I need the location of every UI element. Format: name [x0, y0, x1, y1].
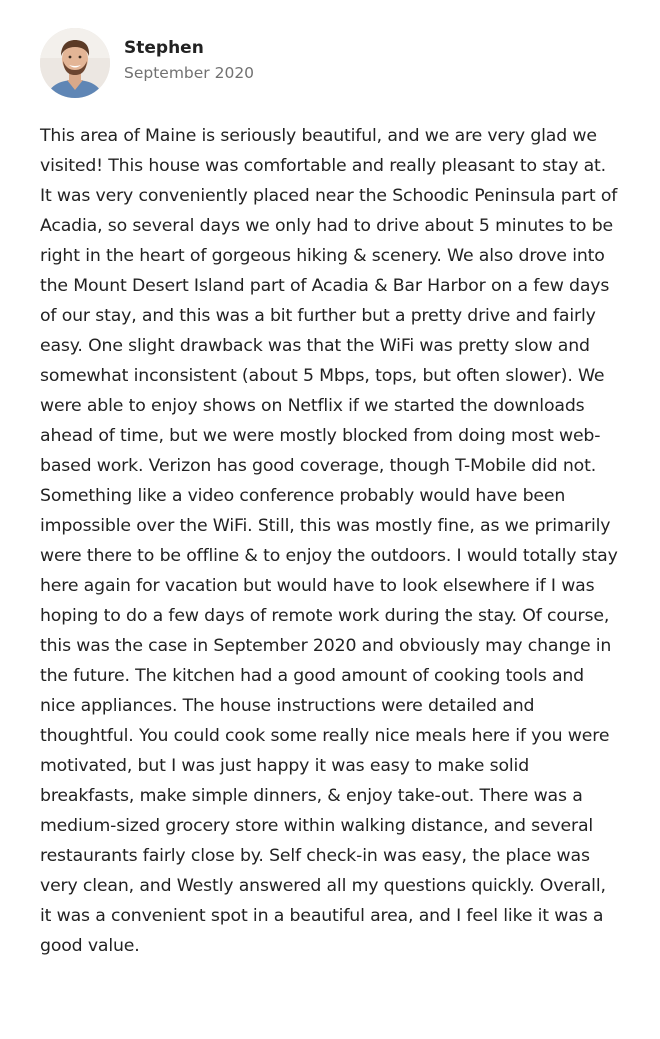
review-date: September 2020 — [124, 63, 255, 82]
reviewer-info — [124, 37, 255, 84]
user-avatar-photo-icon — [40, 28, 110, 98]
reviewer-header — [40, 28, 620, 98]
reviewer-name[interactable]: Stephen — [124, 37, 204, 58]
review-text: This area of Maine is seriously beautiful, and we are very glad we visited! This house was comfortable and really pleasant to stay at. It was very conveniently placed near the Schoodic Peninsula part of Acadia, so several days we only had to drive about 5 minutes to be right in the heart of gorgeous hiking & scenery. We also drove into the Mount Desert Island part of Acadia & Bar Harbor on a few days of our stay, and this was a bit further but a pretty drive and fairly easy. One slight drawback was that the WiFi was pretty slow and somewhat inconsistent (about 5 Mbps, tops, but often slower). We were able to enjoy shows on Netflix if we started the downloads ahead of time, but we were mostly blocked from doing most web-based work. Verizon has good coverage, though T-Mobile did not. Something like a video conference probably would have been impossible over the WiFi. Still, this was mostly fine, as we primarily were there to be offline & to enjoy the outdoors. I would totally stay here again for vacation but would have to look elsewhere if I was hoping to do a few days of remote work during the stay. Of course, this was the case in September 2020 and obviously may change in the future. The kitchen had a good amount of cooking tools and nice appliances. The house instructions were detailed and thoughtful. You could cook some really nice meals here if you were motivated, but I was just happy it was easy to make solid breakfasts, make simple dinners, & enjoy take-out. There was a medium-sized grocery store within walking distance, and several restaurants fairly close by. Self check-in was easy, the place was very clean, and Westly answered all my questions quickly. Overall, it was a convenient spot in a beautiful area, and I feel like it was a good value. — [40, 126, 618, 956]
avatar[interactable] — [40, 28, 110, 98]
review-card — [40, 28, 620, 961]
